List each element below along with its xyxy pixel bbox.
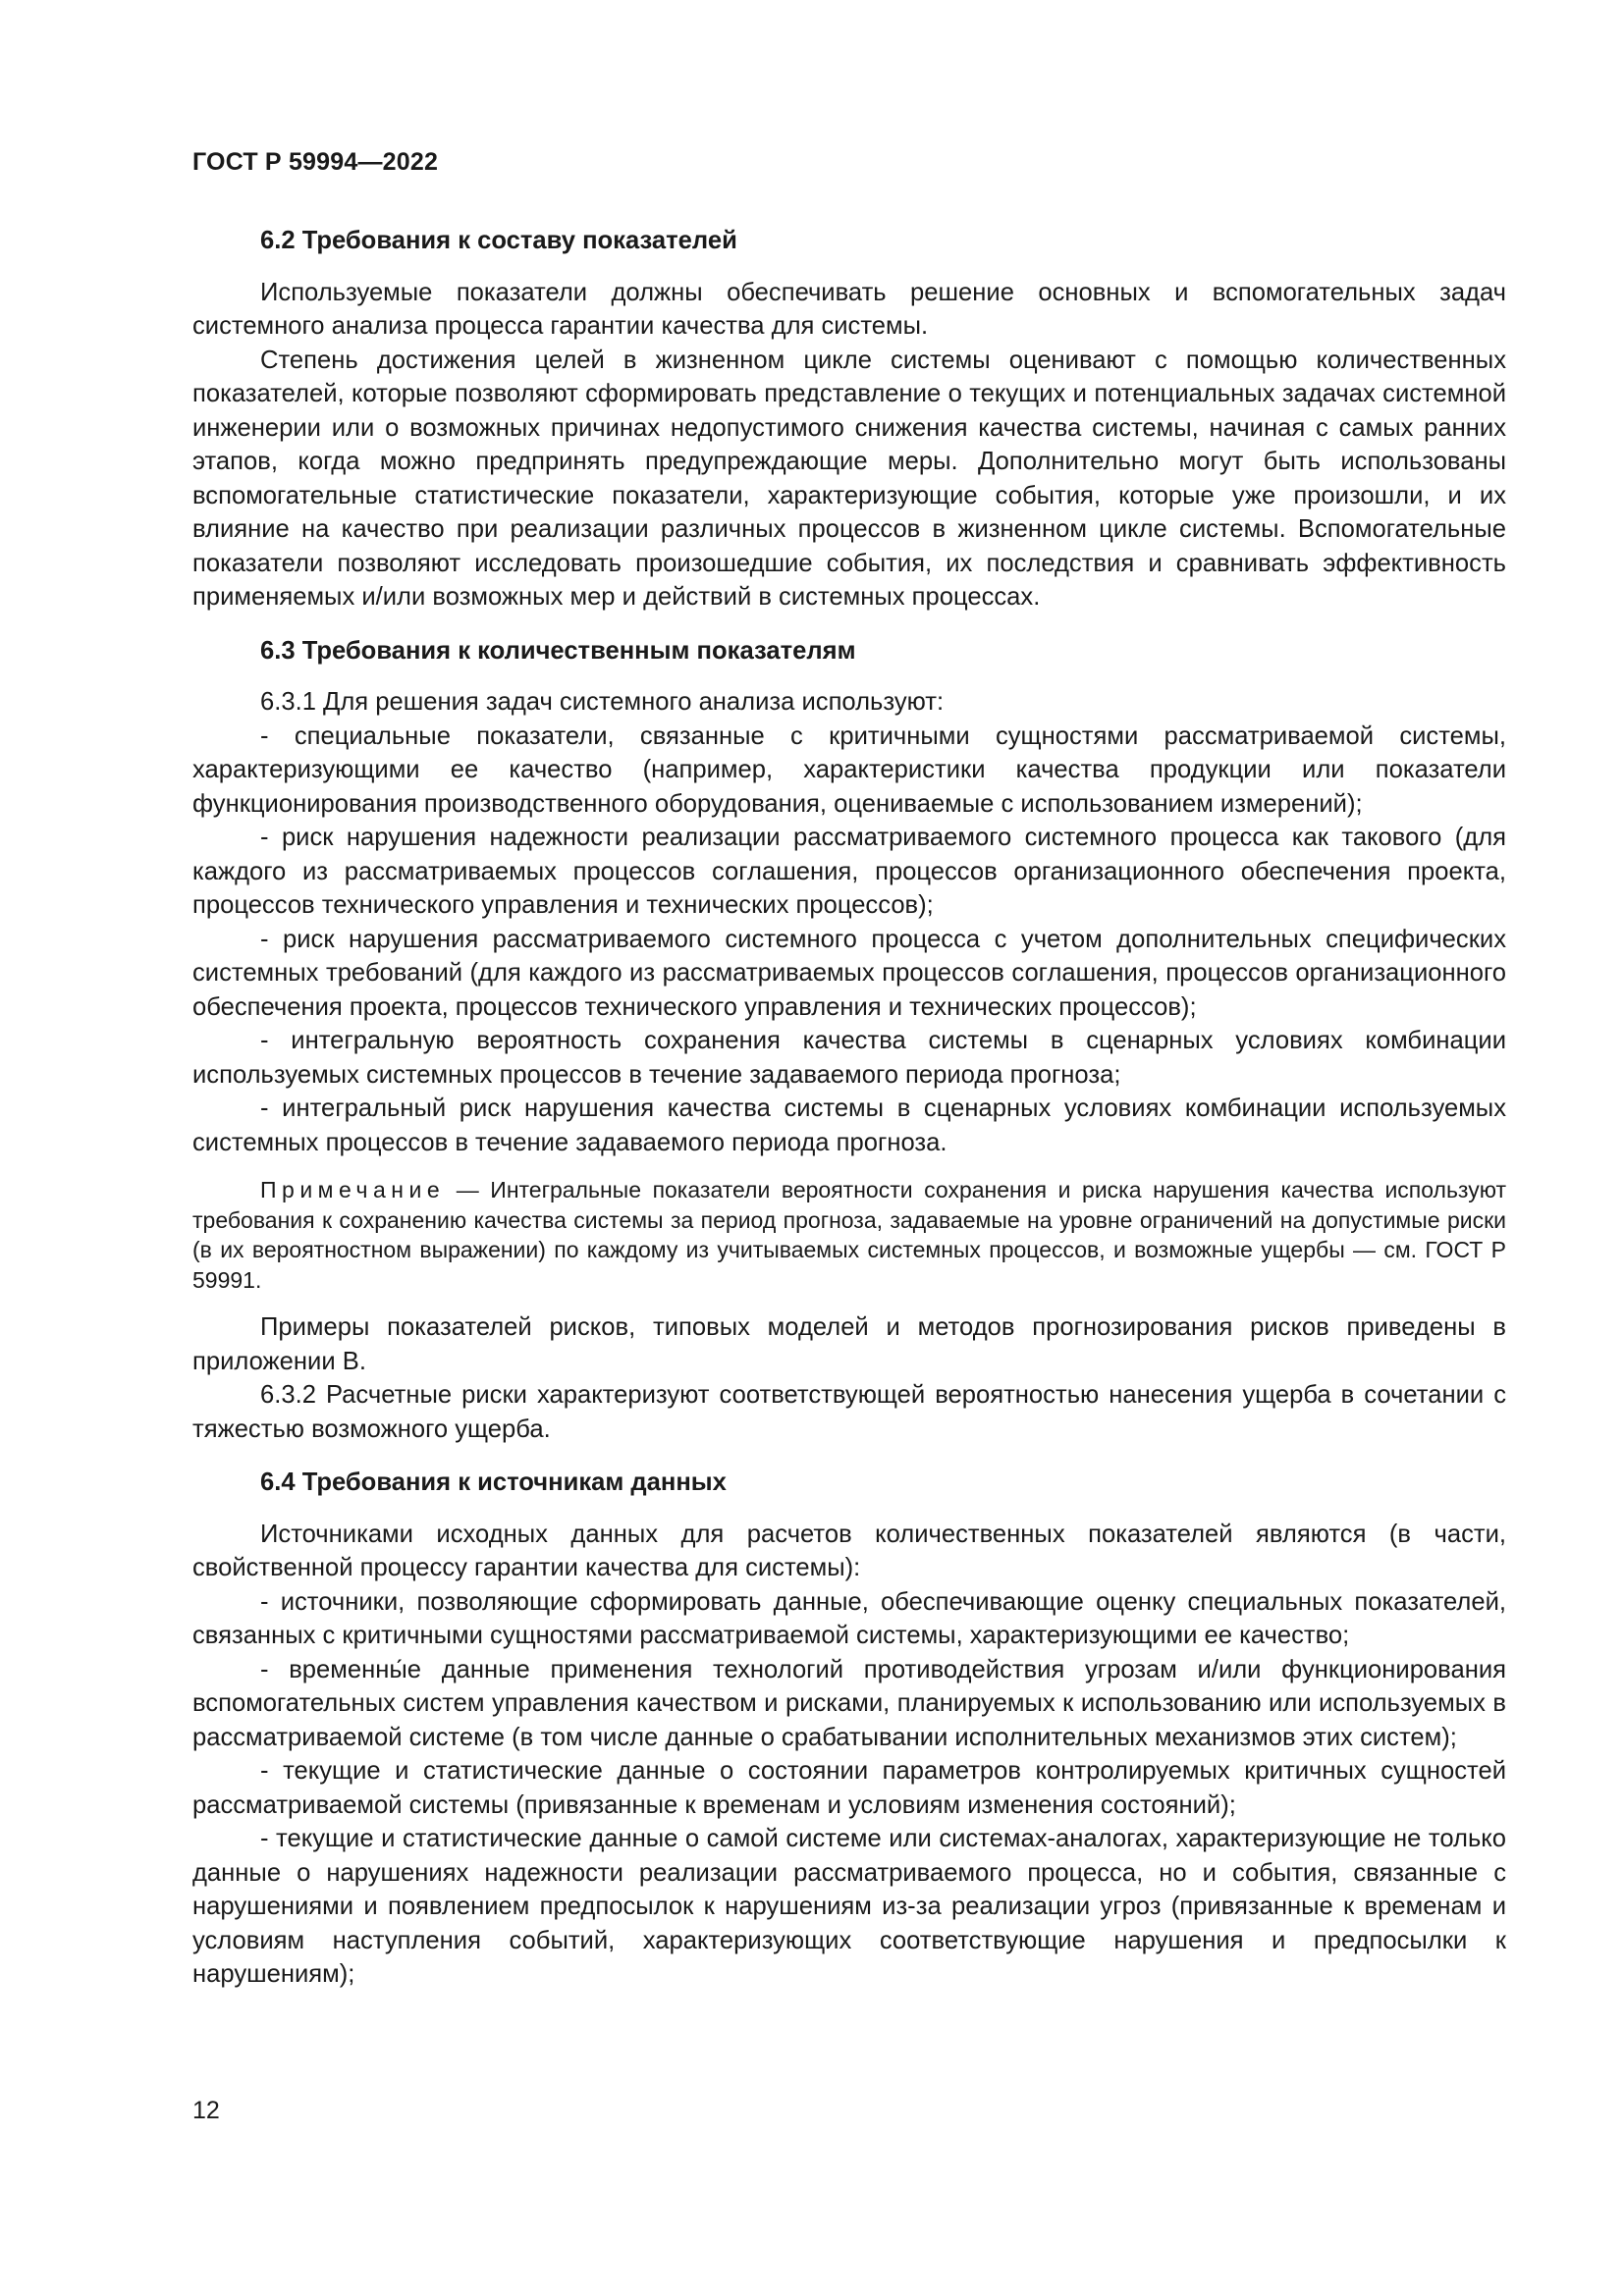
list-item: - риск нарушения надежности реализации рассматриваемого системного процесса как такового (для каждого из рассматриваемых процессов соглашения, процессов организационного обеспечения проекта, процессов технического управления и технических процессов);: [192, 824, 1506, 919]
note-text: — Интегральные показатели вероятности сохранения и риска нарушения качества используют требования к сохранению качества системы за период прогноза, задаваемые на уровне ограничений на допустимые риски (в их вероятностном выражении) по каждому из учитываемых системных процессов, и возможные ущербы — см. ГОСТ Р 59991.: [192, 1177, 1506, 1293]
paragraph: Используемые показатели должны обеспечивать решение основных и вспомогательных задач системного анализа процесса гарантии качества для системы.: [192, 278, 1506, 340]
document-code-header: ГОСТ Р 59994—2022: [192, 148, 439, 176]
section-title: 6.2 Требования к составу показателей: [260, 227, 737, 254]
paragraph: Источниками исходных данных для расчетов количественных показателей являются (в части, свойственной процессу гарантии качества для системы):: [192, 1520, 1506, 1581]
paragraph: 6.3.2 Расчетные риски характеризуют соответствующей вероятностью нанесения ущерба в сочетании с тяжестью возможного ущерба.: [192, 1381, 1506, 1443]
section-6-4: [192, 1466, 1506, 1992]
section-6-2: [192, 224, 1506, 614]
list-item: - текущие и статистические данные о состоянии параметров контролируемых критичных сущностей рассматриваемой системы (привязанные к временам и условиям изменения состояний);: [192, 1757, 1506, 1819]
page-number: 12: [192, 2097, 220, 2124]
section-6-3: [192, 634, 1506, 1447]
note: [192, 1175, 1506, 1295]
paragraph: Степень достижения целей в жизненном цикле системы оценивают с помощью количественных показателей, которые позволяют сформировать представление о текущих и потенциальных задачах системной инженерии или о возможных причинах недопустимого снижения качества системы, начиная с самых ранних этапов, когда можно предпринять предупреждающие меры. Дополнительно могут быть использованы вспомогательные статистические показатели, характеризующие события, которые уже произошли, и их влияние на качество при реализации различных процессов в жизненном цикле системы. Вспомогательные показатели позволяют исследовать произошедшие события, их последствия и сравнивать эффективность применяемых и/или возможных мер и действий в системных процессах.: [192, 346, 1506, 611]
list-item: - текущие и статистические данные о самой системе или системах-аналогах, характеризующие не только данные о нарушениях надежности реализации рассматриваемого процесса, но и события, связанные с нарушениями и появлением предпосылок к нарушениям из-за реализации угроз (привязанные к временам и условиям наступления событий, характеризующих соответствующие нарушения и предпосылки к нарушениям);: [192, 1825, 1506, 1988]
list-item: - интегральную вероятность сохранения качества системы в сценарных условиях комбинации используемых системных процессов в течение задаваемого периода прогноза;: [192, 1027, 1506, 1089]
document-body: [192, 224, 1506, 2011]
list-item: - источники, позволяющие сформировать данные, обеспечивающие оценку специальных показателей, связанных с критичными сущностями рассматриваемой системы, характеризующими ее качество;: [192, 1587, 1506, 1649]
note-label: Примечание: [260, 1177, 446, 1202]
list-item: - временны́е данные применения технологий противодействия угрозам и/или функционирования вспомогательных систем управления качеством и рисками, планируемых к использованию или используемых в рассматриваемой системе (в том числе данные о срабатывании исполнительных механизмов этих систем);: [192, 1655, 1506, 1751]
paragraph: Примеры показателей рисков, типовых моделей и методов прогнозирования рисков приведены в приложении В.: [192, 1313, 1506, 1375]
paragraph: 6.3.1 Для решения задач системного анализа используют:: [260, 688, 945, 716]
section-title: 6.3 Требования к количественным показателям: [260, 636, 856, 665]
list-item: - риск нарушения рассматриваемого системного процесса с учетом дополнительных специфических системных требований (для каждого из рассматриваемых процессов соглашения, процессов организационного обеспечения проекта, процессов технического управления и технических процессов);: [192, 925, 1506, 1021]
list-item: - специальные показатели, связанные с критичными сущностями рассматриваемой системы, характеризующими ее качество (например, характеристики качества продукции или показатели функционирования производственного оборудования, оцениваемые с использованием измерений);: [192, 721, 1506, 818]
section-title: 6.4 Требования к источникам данных: [260, 1468, 727, 1496]
list-item: - интегральный риск нарушения качества системы в сценарных условиях комбинации используемых системных процессов в течение задаваемого периода прогноза.: [192, 1095, 1506, 1156]
